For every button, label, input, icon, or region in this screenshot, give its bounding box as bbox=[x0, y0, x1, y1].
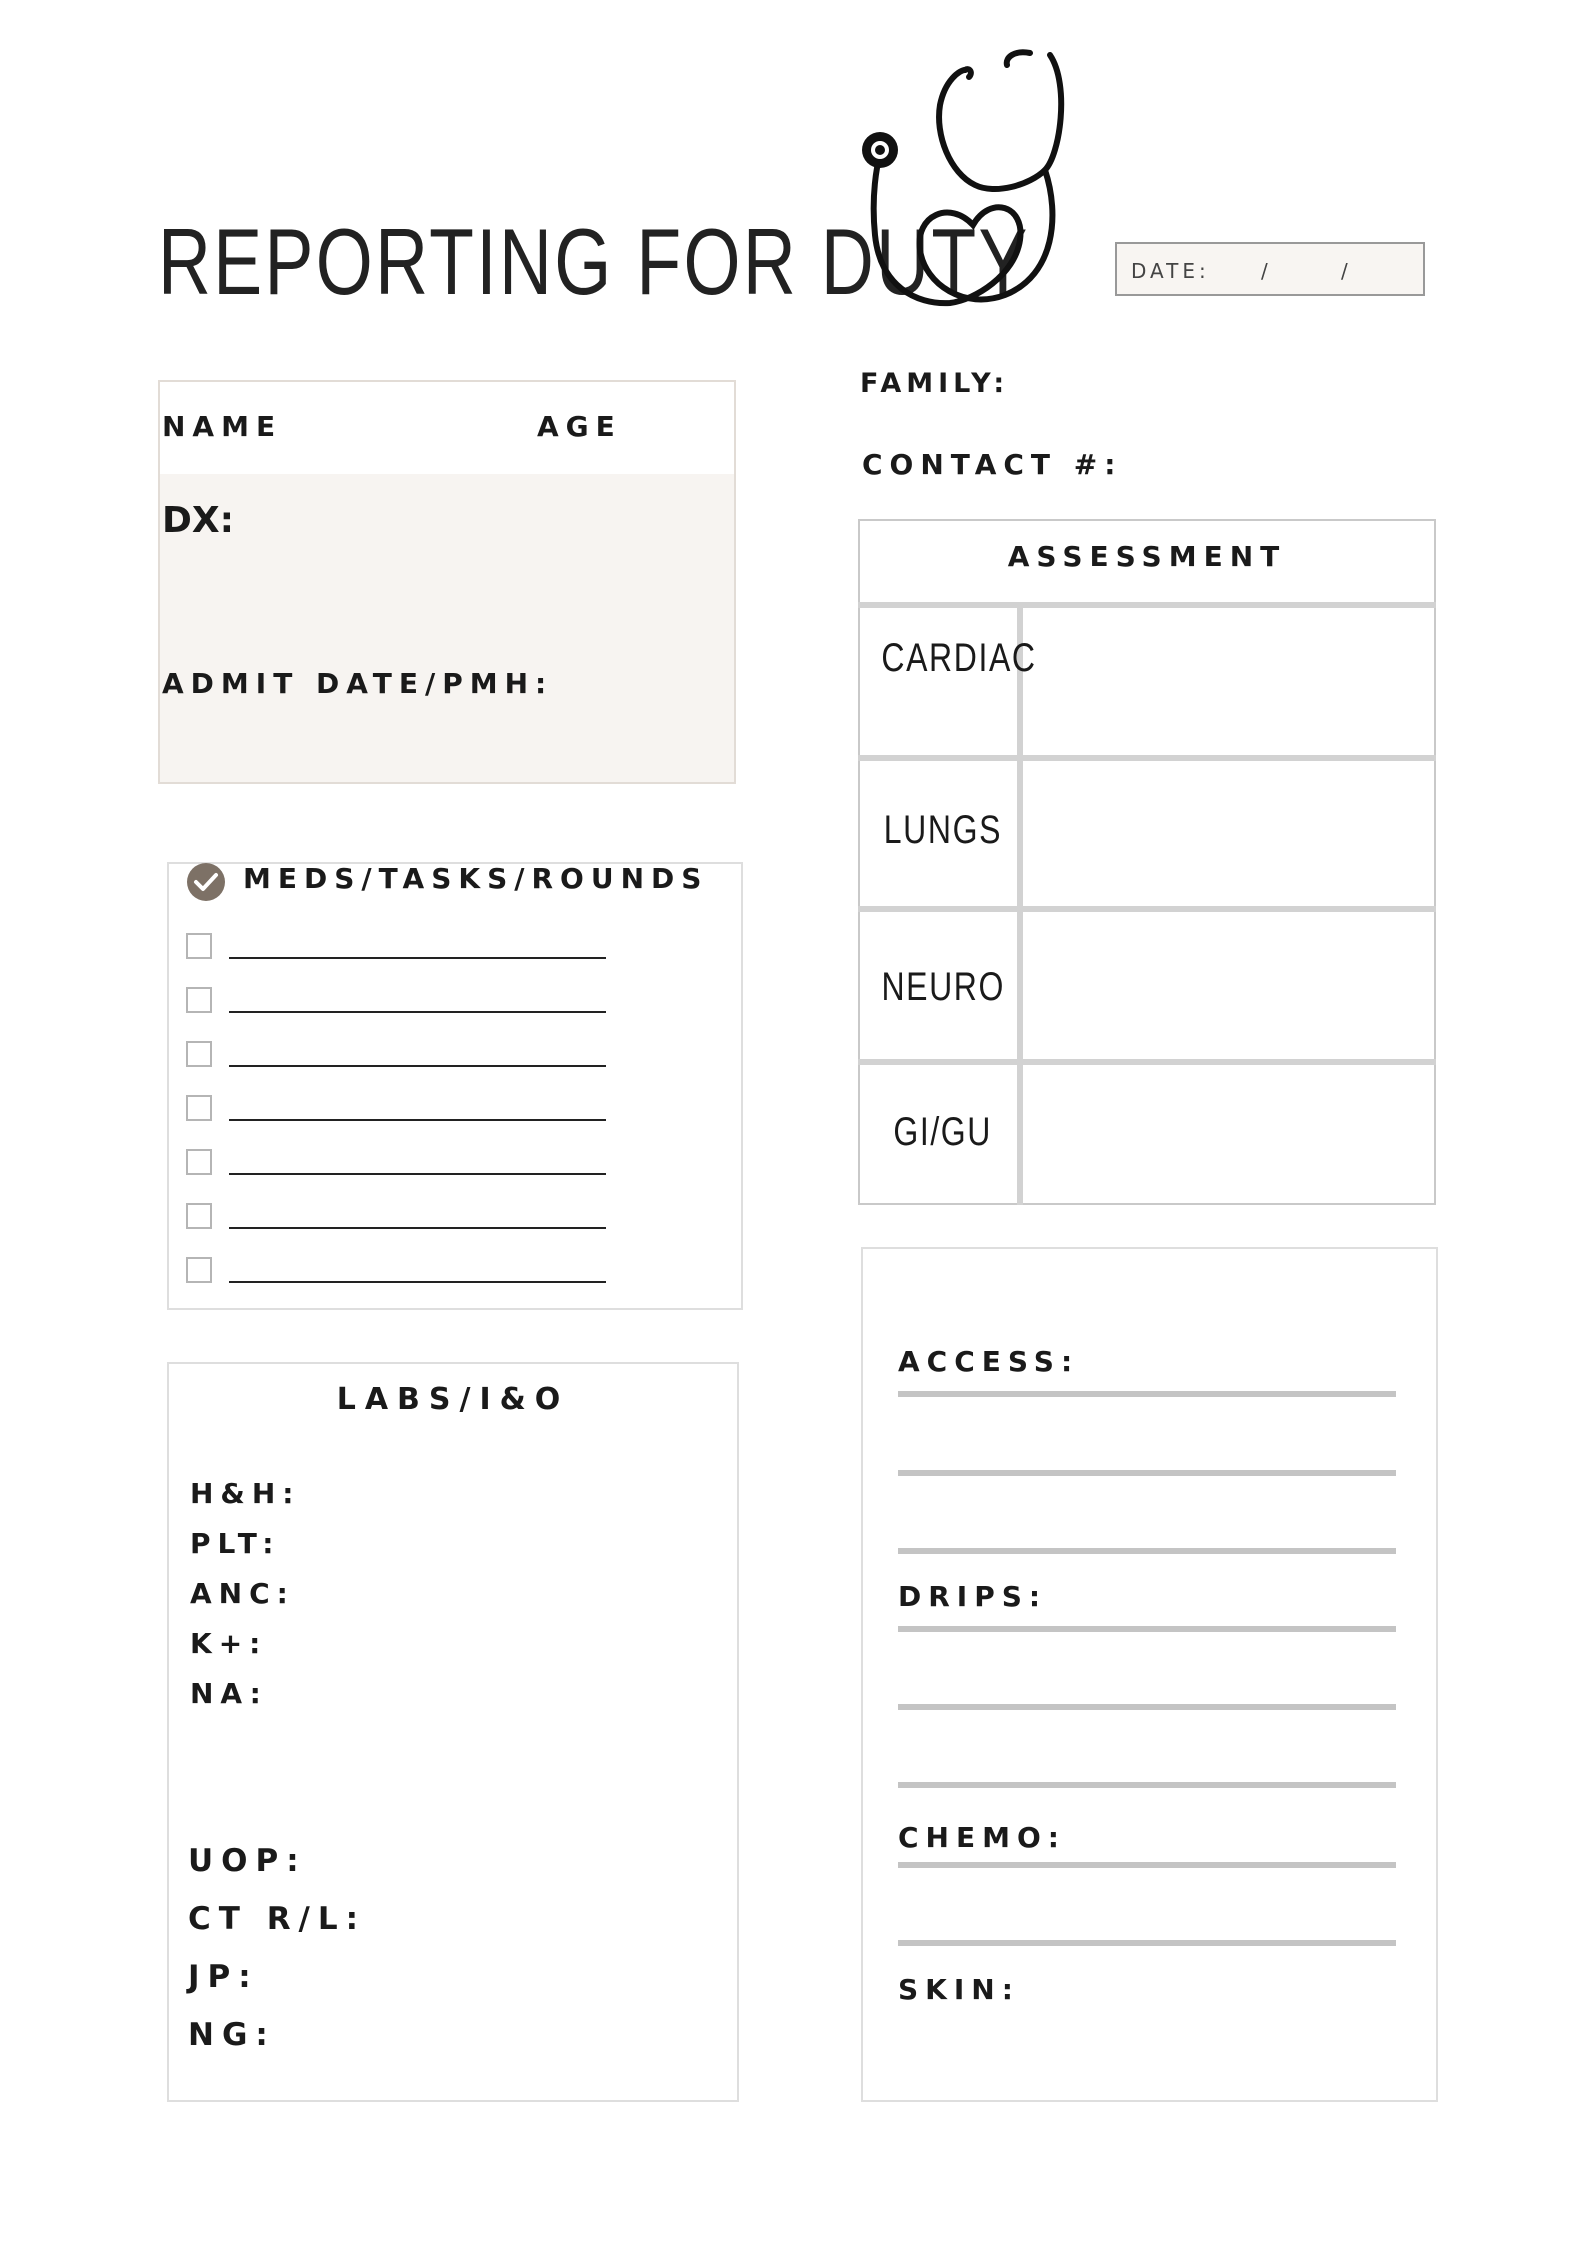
task-item bbox=[186, 1203, 606, 1233]
task-checkbox[interactable] bbox=[186, 987, 212, 1013]
io-ng-label: NG: bbox=[188, 2017, 276, 2053]
lab-hh-label: H&H: bbox=[190, 1477, 301, 1510]
assessment-row-cardiac: CARDIAC bbox=[881, 636, 1037, 680]
dx-label: DX: bbox=[162, 500, 235, 541]
task-line[interactable] bbox=[229, 1173, 606, 1175]
family-label: FAMILY: bbox=[860, 368, 1010, 399]
drips-label: DRIPS: bbox=[898, 1580, 1048, 1613]
lab-anc-label: ANC: bbox=[190, 1577, 295, 1610]
contact-number-label: CONTACT #: bbox=[862, 448, 1123, 481]
lab-plt-label: PLT: bbox=[190, 1527, 281, 1560]
stethoscope-heart-icon bbox=[855, 45, 1070, 310]
check-circle-icon bbox=[186, 862, 226, 902]
page-title: REPORTING FOR DUTY bbox=[158, 209, 1030, 314]
task-checkbox[interactable] bbox=[186, 1257, 212, 1283]
drips-line[interactable] bbox=[898, 1626, 1396, 1632]
assessment-divider bbox=[858, 906, 1436, 912]
assessment-row-lungs: LUNGS bbox=[883, 808, 1003, 852]
date-separator: / bbox=[1341, 259, 1352, 283]
chemo-line[interactable] bbox=[898, 1862, 1396, 1868]
date-field[interactable] bbox=[1115, 242, 1425, 296]
assessment-divider bbox=[858, 602, 1436, 608]
neuro-notes-cell[interactable] bbox=[1025, 914, 1433, 1057]
labs-title: LABS/I&O bbox=[336, 1382, 570, 1417]
tasks-title: MEDS/TASKS/ROUNDS bbox=[243, 862, 709, 895]
drips-line[interactable] bbox=[898, 1704, 1396, 1710]
task-checkbox[interactable] bbox=[186, 1095, 212, 1121]
assessment-row-neuro: NEURO bbox=[881, 965, 1005, 1009]
task-checkbox[interactable] bbox=[186, 1203, 212, 1229]
cardiac-notes-cell[interactable] bbox=[1025, 610, 1433, 753]
age-label: AGE bbox=[537, 410, 622, 443]
task-line[interactable] bbox=[229, 1065, 606, 1067]
gigu-notes-cell[interactable] bbox=[1025, 1067, 1433, 1203]
chemo-line[interactable] bbox=[898, 1940, 1396, 1946]
assessment-row-gigu: GI/GU bbox=[893, 1110, 993, 1154]
access-line[interactable] bbox=[898, 1470, 1396, 1476]
task-checkbox[interactable] bbox=[186, 1041, 212, 1067]
patient-shaded-area[interactable] bbox=[160, 474, 734, 782]
task-line[interactable] bbox=[229, 1011, 606, 1013]
skin-notes-area[interactable] bbox=[898, 2015, 1396, 2090]
task-item bbox=[186, 933, 606, 963]
lab-na-label: NA: bbox=[190, 1677, 268, 1710]
assessment-divider bbox=[858, 755, 1436, 761]
io-ct-label: CT R/L: bbox=[188, 1901, 367, 1937]
task-item bbox=[186, 1095, 606, 1125]
io-uop-label: UOP: bbox=[188, 1843, 307, 1879]
task-line[interactable] bbox=[229, 957, 606, 959]
task-item bbox=[186, 1257, 606, 1287]
task-item bbox=[186, 1149, 606, 1179]
io-jp-label: JP: bbox=[188, 1959, 259, 1995]
lungs-notes-cell[interactable] bbox=[1025, 763, 1433, 904]
task-line[interactable] bbox=[229, 1227, 606, 1229]
chemo-label: CHEMO: bbox=[898, 1821, 1066, 1854]
task-checkbox[interactable] bbox=[186, 1149, 212, 1175]
task-line[interactable] bbox=[229, 1281, 606, 1283]
assessment-divider bbox=[858, 1059, 1436, 1065]
skin-label: SKIN: bbox=[898, 1973, 1020, 2006]
task-checkbox[interactable] bbox=[186, 933, 212, 959]
lab-k-label: K+: bbox=[190, 1627, 268, 1660]
task-line[interactable] bbox=[229, 1119, 606, 1121]
date-label: DATE: bbox=[1131, 259, 1210, 283]
task-item bbox=[186, 987, 606, 1017]
tasks-box bbox=[167, 862, 743, 1310]
drips-line[interactable] bbox=[898, 1782, 1396, 1788]
name-label: NAME bbox=[162, 410, 283, 443]
assessment-title: ASSESSMENT bbox=[1007, 540, 1287, 573]
admit-date-pmh-label: ADMIT DATE/PMH: bbox=[162, 667, 554, 700]
date-separator: / bbox=[1261, 259, 1272, 283]
access-line[interactable] bbox=[898, 1548, 1396, 1554]
task-item bbox=[186, 1041, 606, 1071]
access-line[interactable] bbox=[898, 1391, 1396, 1397]
access-label: ACCESS: bbox=[898, 1345, 1080, 1378]
